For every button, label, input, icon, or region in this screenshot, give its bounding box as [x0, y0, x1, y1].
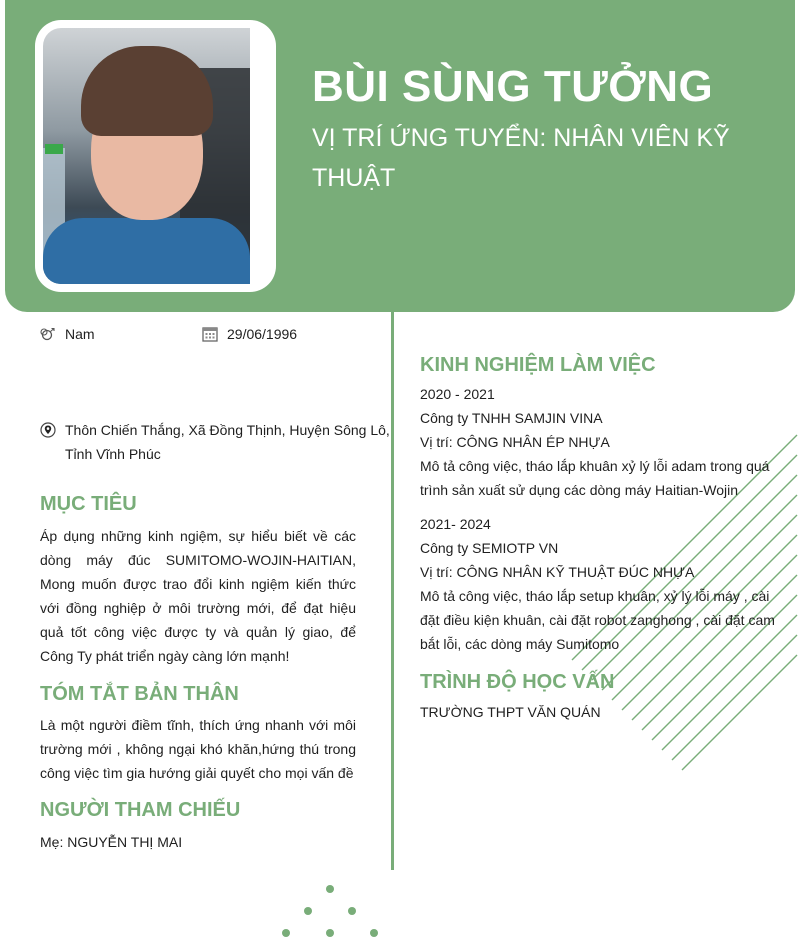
experience-company: Công ty SEMIOTP VN — [420, 540, 559, 556]
experience-role: Vị trí: CÔNG NHÂN ÉP NHỰA — [420, 434, 610, 450]
experience-role: Vị trí: CÔNG NHÂN KỸ THUẬT ĐÚC NHỰA — [420, 564, 695, 580]
birthday-value: 29/06/1996 — [227, 326, 298, 342]
education-title: TRÌNH ĐỘ HỌC VẤN — [420, 671, 615, 693]
summary-title: TÓM TẮT BẢN THÂN — [40, 683, 239, 705]
summary-text: Là một người điềm tĩnh, thích ứng nhanh với môi trường mới , không ngại khó khăn,hứng thú trong công việc tìm gia hướng giải quyết cho mọi vấn đề — [40, 717, 356, 781]
objective-text: Áp dụng những kinh ngiệm, sự hiểu biết về các dòng máy đúc SUMITOMO-WOJIN-HAITIAN, Mong muốn được trao đổi kinh ngiệm kiến thức với đồng nghiệp ở môi trường mới, để đạt hiệu quả tốt công việc được ty và quản lý giao, để Công Ty phát triển ngày càng lớn mạnh! — [40, 528, 356, 664]
objective-title: MỤC TIÊU — [40, 493, 137, 515]
reference-text: Mẹ: NGUYỄN THỊ MAI — [40, 834, 183, 850]
address-line-1: Thôn Chiến Thắng, Xã Đồng Thịnh, Huyện Sông Lô, — [65, 422, 390, 438]
address-line-2: Tỉnh Vĩnh Phúc — [65, 446, 161, 462]
location-pin-icon — [39, 421, 57, 439]
experience-description-line: đặt điều kiện khuân, cài đặt robot zanghong , cài đặt cam — [420, 612, 775, 628]
calendar-icon — [201, 325, 219, 343]
profile-photo — [43, 28, 250, 284]
experience-company: Công ty TNHH SAMJIN VINA — [420, 410, 603, 426]
birthday-row — [201, 325, 297, 343]
profile-photo-frame — [35, 20, 276, 292]
gender-icon — [39, 325, 57, 343]
experience-title: KINH NGHIỆM LÀM VIỆC — [420, 354, 656, 376]
address-block — [39, 418, 390, 466]
experience-description-line: Mô tả công việc, tháo lắp setup khuân, xỷ lý lỗi máy , cài — [420, 588, 770, 604]
experience-description-line: Mô tả công việc, tháo lắp khuân xỷ lý lỗi adam trong quá — [420, 458, 770, 474]
candidate-name: BÙI SÙNG TƯỞNG — [312, 62, 714, 111]
experience-period: 2021- 2024 — [420, 516, 491, 532]
column-divider — [391, 312, 394, 870]
experience-description-line: trình sản xuất sử dụng các dòng máy Haitian-Wojin — [420, 482, 739, 498]
education-school: TRƯỜNG THPT VĂN QUÁN — [420, 704, 601, 720]
gender-value: Nam — [65, 326, 95, 342]
reference-title: NGƯỜI THAM CHIẾU — [40, 799, 241, 821]
experience-period: 2020 - 2021 — [420, 386, 495, 402]
applied-position: VỊ TRÍ ỨNG TUYỂN: NHÂN VIÊN KỸ THUẬT — [312, 124, 730, 192]
experience-description-line: bắt lỗi, các dòng máy Sumitomo — [420, 636, 620, 652]
gender-row — [39, 325, 95, 343]
